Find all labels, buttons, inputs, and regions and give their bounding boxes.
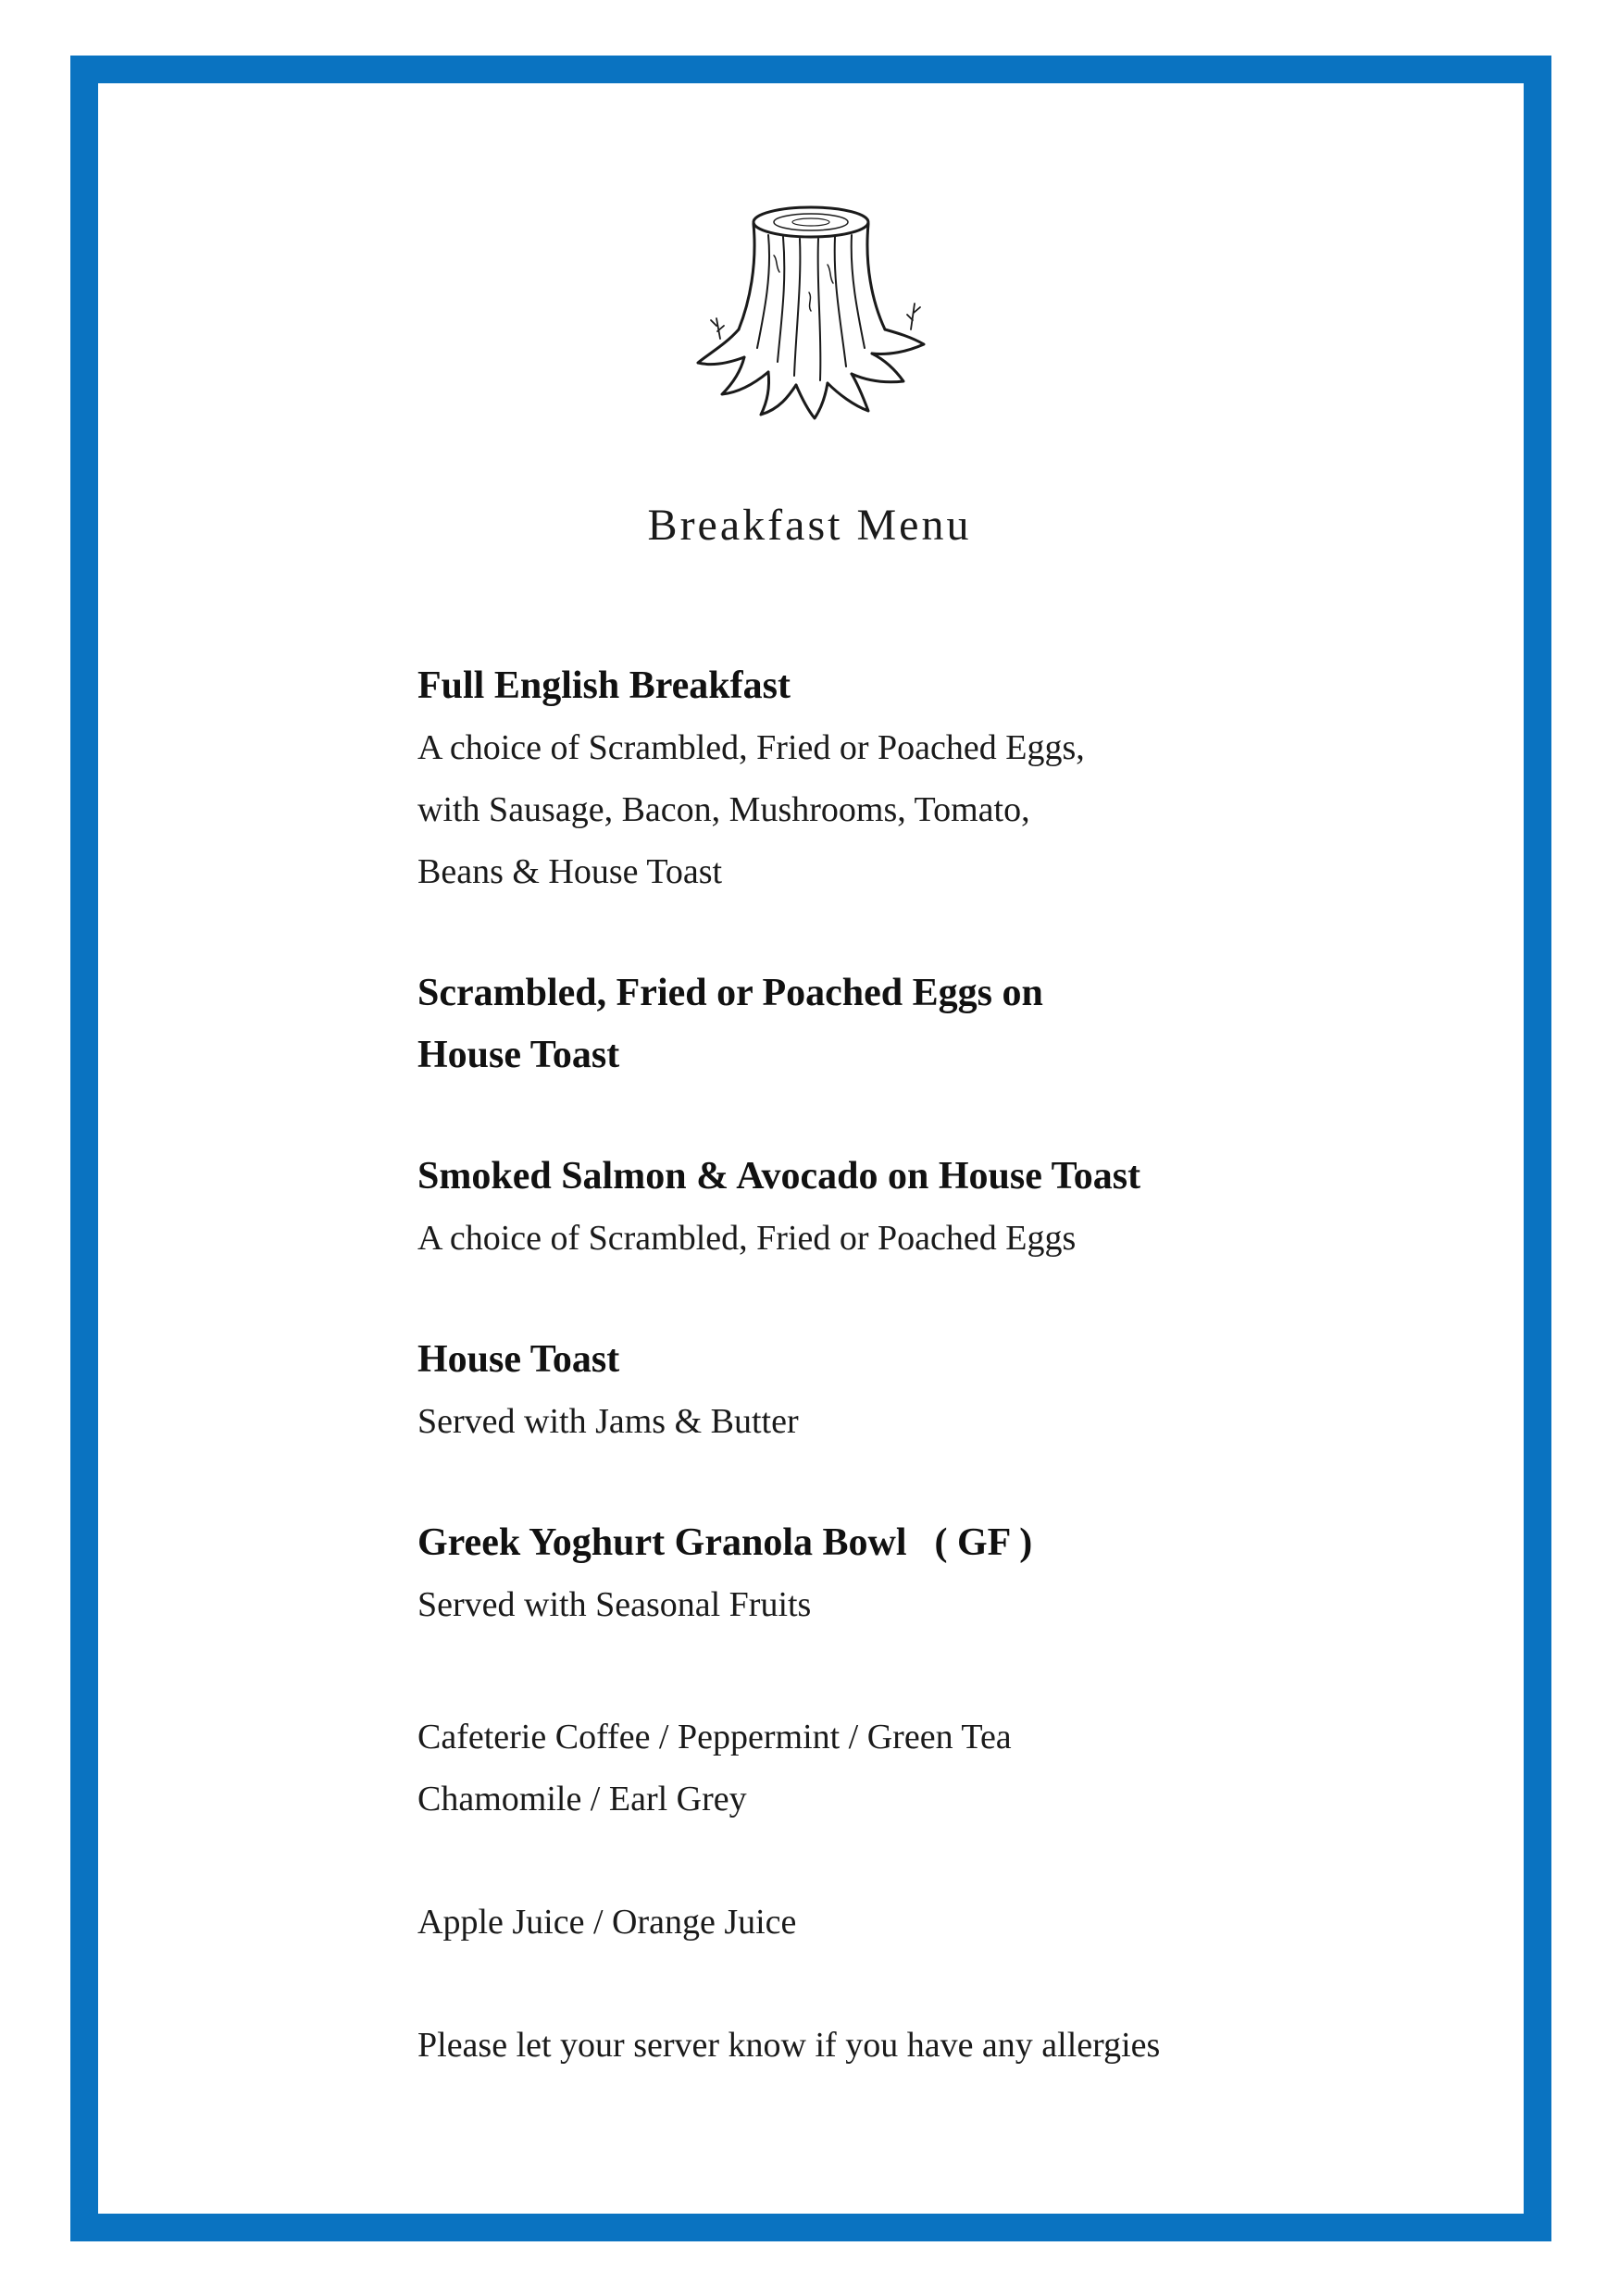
item-name-row [417,1512,1343,1574]
item-name: Smoked Salmon & Avocado on House Toast [417,1155,1141,1198]
drinks-line: Cafeterie Coffee / Peppermint / Green Tea [417,1718,1012,1756]
menu-item [417,1329,1343,1453]
page-title: Breakfast Menu [647,501,972,550]
menu-item [417,1146,1343,1270]
tree-stump-icon [692,200,929,422]
item-name: House Toast [417,1034,620,1076]
gluten-free-tag: ( GF ) [934,1521,1033,1564]
cold-drinks [417,1892,1343,1954]
item-description: Beans & House Toast [417,852,723,891]
menu-item [417,655,1343,903]
menu-content [417,655,1343,2077]
item-description: Served with Jams & Butter [417,1402,799,1441]
item-description: Served with Seasonal Fruits [417,1585,812,1624]
item-description: A choice of Scrambled, Fried or Poached Eggs [417,1219,1077,1258]
item-description: with Sausage, Bacon, Mushrooms, Tomato, [417,790,1030,829]
item-name: House Toast [417,1338,620,1381]
item-name: Scrambled, Fried or Poached Eggs on [417,972,1043,1014]
drinks-line: Chamomile / Earl Grey [417,1780,747,1818]
item-description: A choice of Scrambled, Fried or Poached Eggs, [417,728,1085,767]
allergy-note: Please let your server know if you have any allergies [417,2026,1161,2065]
item-name: Full English Breakfast [417,664,791,707]
item-name: Greek Yoghurt Granola Bowl [417,1521,907,1564]
drinks-line: Apple Juice / Orange Juice [417,1903,797,1942]
menu-item [417,962,1343,1086]
hot-drinks [417,1706,1343,1831]
menu-item [417,1512,1343,1636]
